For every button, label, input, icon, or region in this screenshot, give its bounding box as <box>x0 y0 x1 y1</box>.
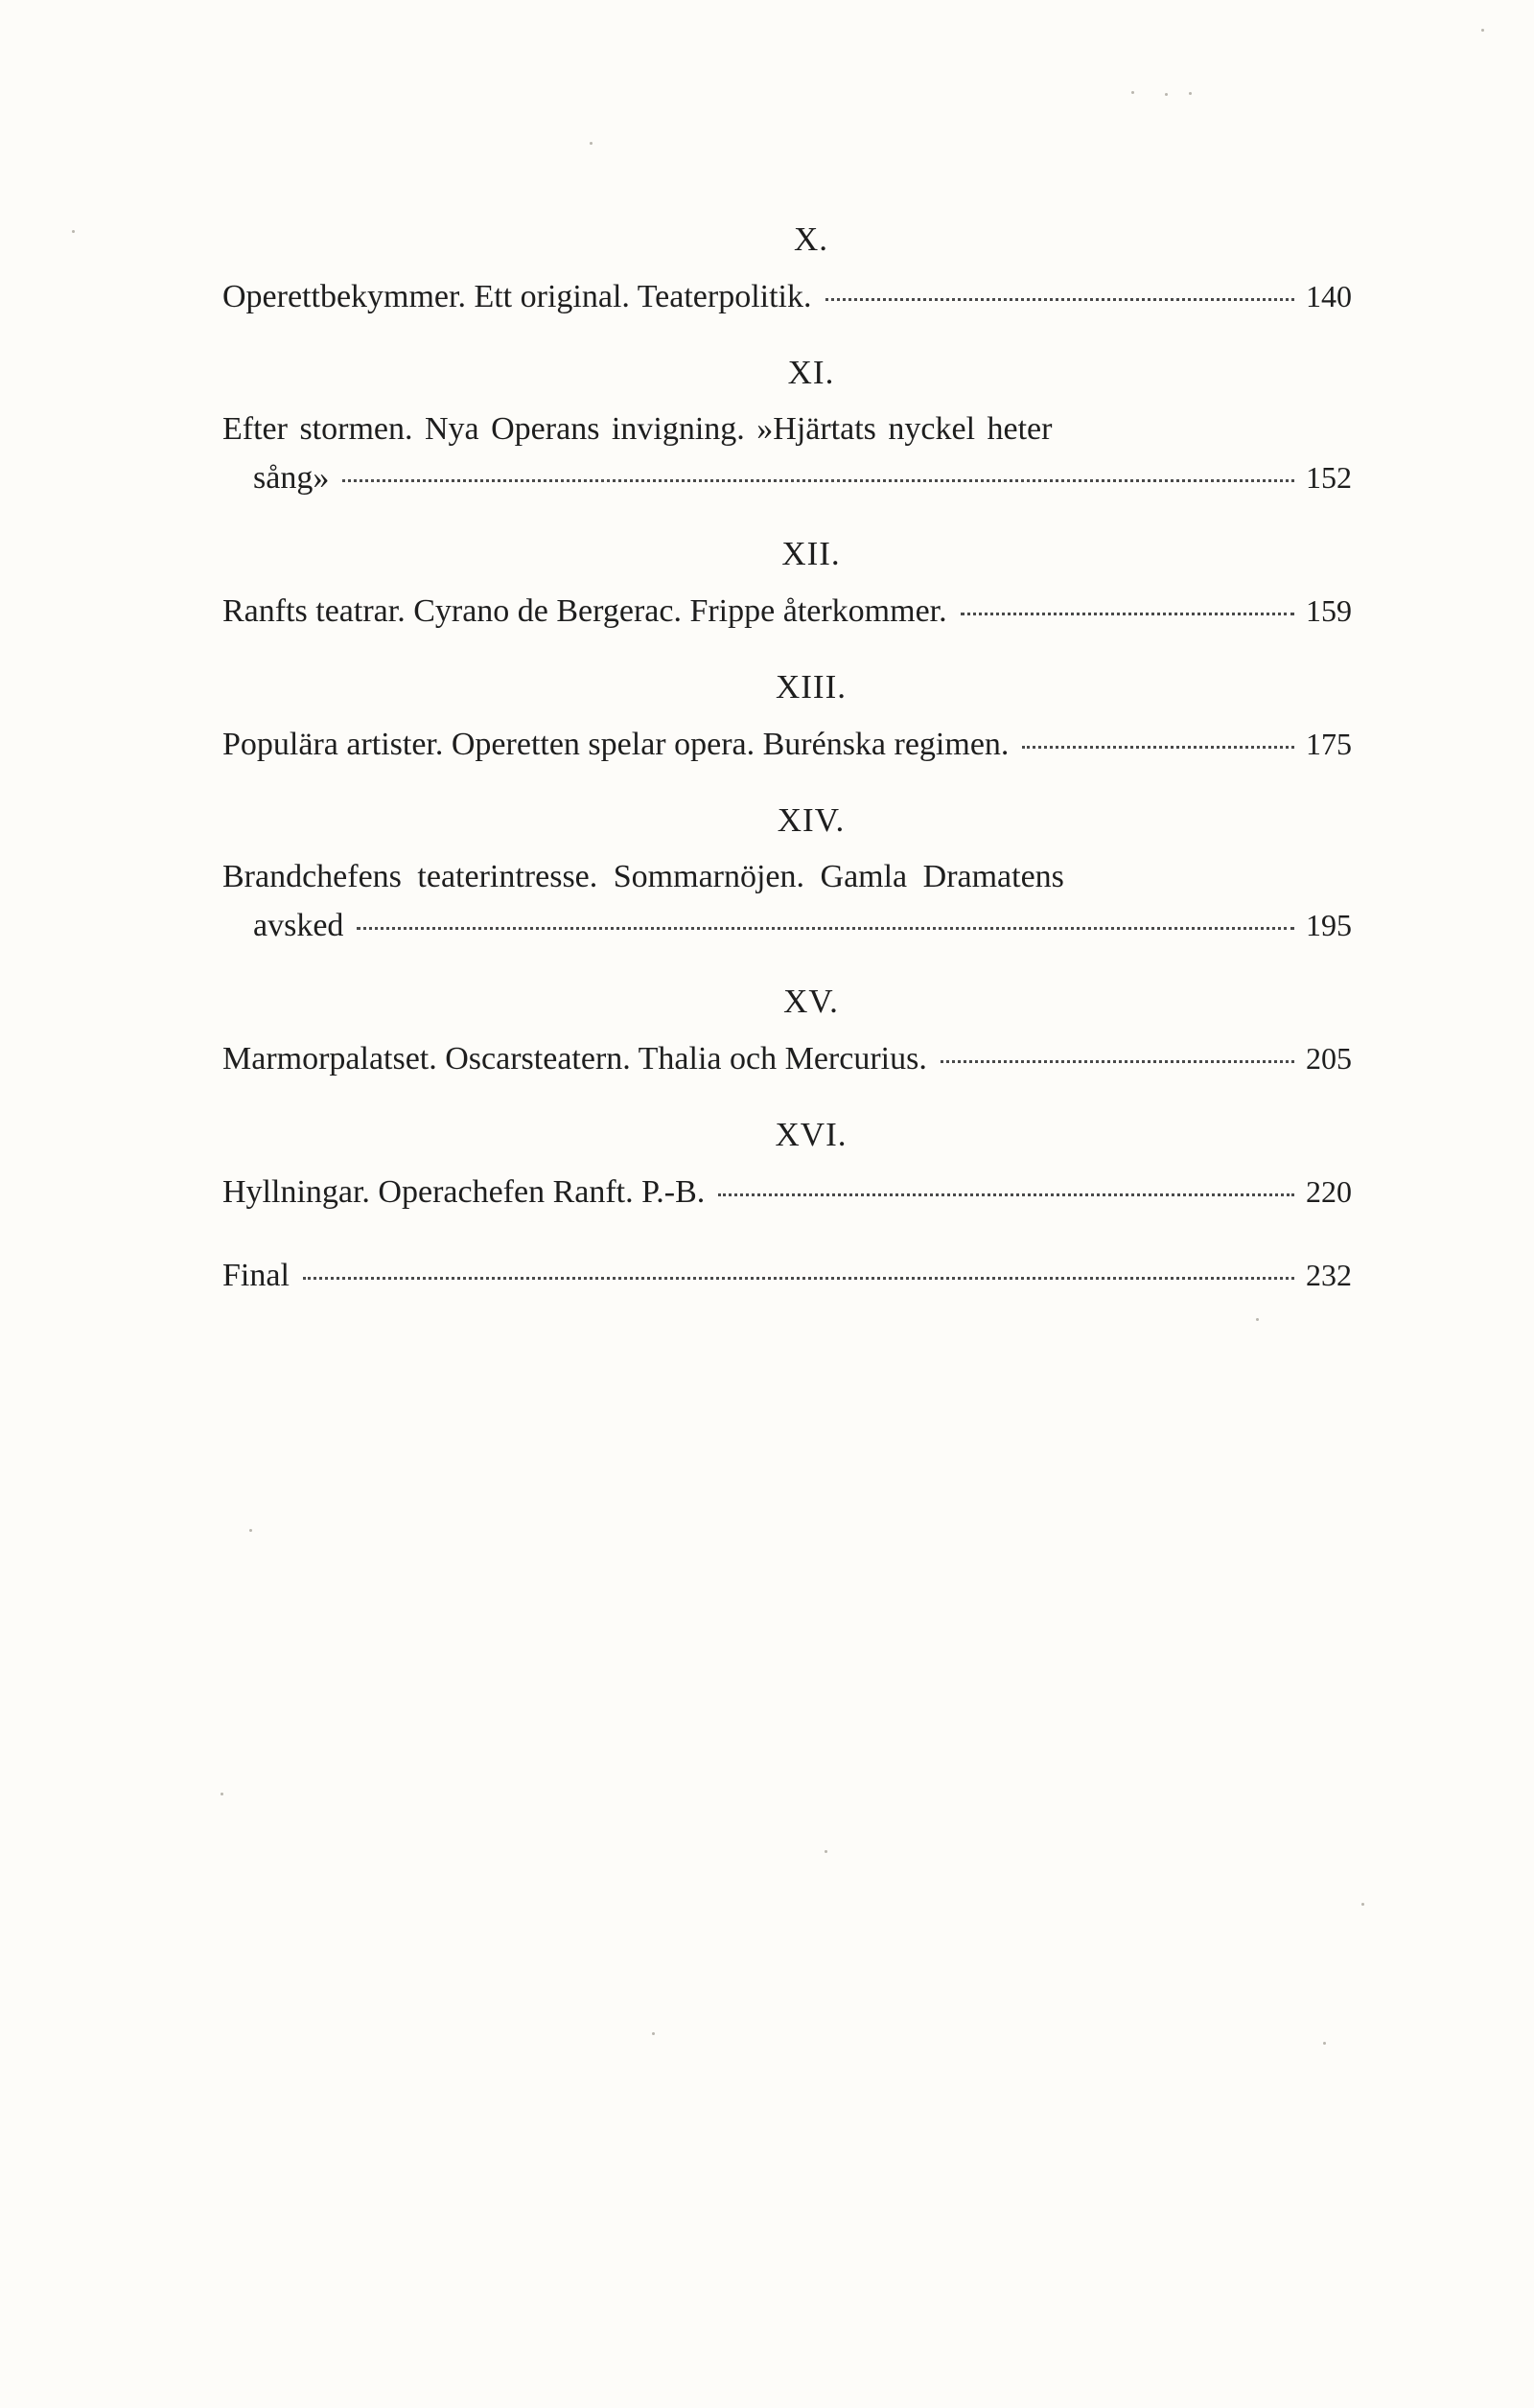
chapter-heading: XV. <box>783 983 839 1020</box>
entry-title: Hyllningar. Operachefen Ranft. P.-B. <box>222 1174 706 1210</box>
entry-title: Ranfts teatrar. Cyrano de Bergerac. Frippe återkommer. <box>222 593 947 629</box>
paper-speck <box>1256 1318 1259 1321</box>
entry-title: Populära artister. Operetten spelar opera. Burénska regimen. <box>222 727 1010 762</box>
dot-leader <box>342 455 1294 488</box>
dot-leader <box>941 1036 1294 1069</box>
dot-leader <box>357 903 1294 936</box>
toc-entry <box>222 587 1361 636</box>
page-number: 220 <box>1306 1174 1352 1209</box>
chapter-heading: X. <box>793 220 829 258</box>
page-number: 175 <box>1306 727 1352 761</box>
toc-entry <box>222 272 1361 321</box>
dot-leader <box>718 1169 1294 1202</box>
entry-title: Final <box>222 1258 290 1293</box>
chapter-heading: XI. <box>787 354 835 391</box>
toc-entry <box>222 1034 1361 1083</box>
chapter-heading: XIV. <box>777 801 846 839</box>
entry-title: Brandchefens teaterintresse. Sommarnöjen. Gamla Dramatens <box>222 859 1064 894</box>
page-number: 159 <box>1306 593 1352 628</box>
chapter-heading: XII. <box>781 535 841 572</box>
paper-speck <box>221 1793 223 1795</box>
paper-speck <box>249 1529 252 1532</box>
toc-entry <box>222 720 1361 769</box>
chapter-heading: XVI. <box>775 1116 848 1153</box>
paper-speck <box>1165 93 1168 96</box>
paper-speck <box>1481 29 1484 32</box>
paper-speck <box>825 1850 827 1853</box>
chapter-heading: XIII. <box>776 668 847 706</box>
entry-title: Operettbekymmer. Ett original. Teaterpolitik. <box>222 279 812 314</box>
dot-leader <box>825 274 1295 307</box>
toc-entry <box>222 1168 1361 1216</box>
toc-entry <box>222 405 1361 502</box>
paper-speck <box>1361 1903 1364 1906</box>
paper-speck <box>1131 91 1134 94</box>
entry-title-continued: sång» <box>253 460 330 496</box>
dot-leader <box>303 1253 1294 1285</box>
page-number: 152 <box>1306 460 1352 495</box>
entry-title-continued: avsked <box>253 908 344 943</box>
toc-entry <box>222 853 1361 950</box>
paper-speck <box>72 230 75 233</box>
table-of-contents <box>222 217 1361 1300</box>
toc-entry-final <box>222 1251 1361 1300</box>
page-number: 195 <box>1306 908 1352 942</box>
dot-leader <box>961 589 1294 621</box>
paper-speck <box>1189 92 1192 95</box>
paper-speck <box>590 142 593 145</box>
entry-title: Efter stormen. Nya Operans invigning. »Hjärtats nyckel heter <box>222 411 1053 447</box>
page-number: 140 <box>1306 279 1352 313</box>
page-number: 205 <box>1306 1041 1352 1076</box>
paper-speck <box>652 2032 655 2035</box>
paper-speck <box>1323 2042 1326 2045</box>
entry-title: Marmorpalatset. Oscarsteatern. Thalia och Mercurius. <box>222 1041 927 1077</box>
dot-leader <box>1022 722 1294 754</box>
page-number: 232 <box>1306 1258 1352 1292</box>
